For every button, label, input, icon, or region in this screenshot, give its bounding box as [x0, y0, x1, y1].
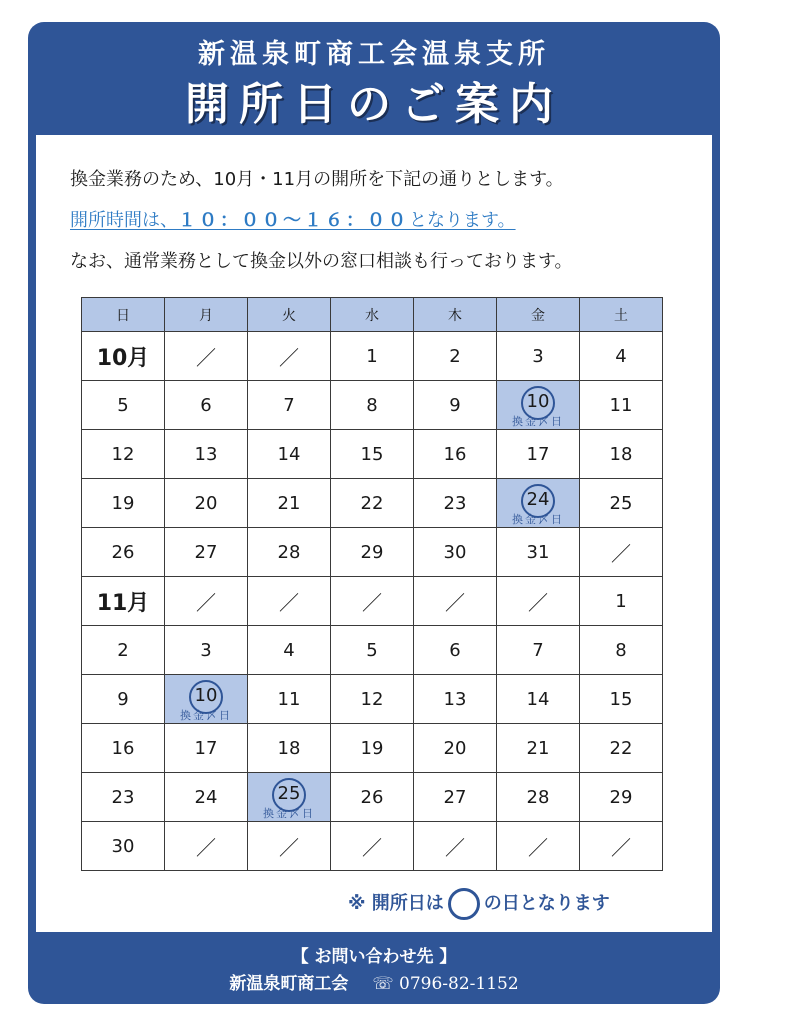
day-cell: 22	[580, 724, 663, 773]
empty-day-mark: ／	[165, 332, 248, 381]
weekday-header: 火	[248, 298, 331, 332]
empty-day-mark: ／	[331, 577, 414, 626]
day-cell: 14	[497, 675, 580, 724]
empty-day-mark: ／	[248, 822, 331, 871]
day-cell: 6	[165, 381, 248, 430]
day-cell: 19	[331, 724, 414, 773]
intro-line-hours	[70, 206, 516, 232]
weekday-header: 金	[497, 298, 580, 332]
calendar-week-row	[82, 626, 663, 675]
calendar-week-row	[82, 773, 663, 822]
hours-suffix: となります。	[409, 210, 516, 231]
empty-day-mark: ／	[248, 332, 331, 381]
day-cell: 8	[580, 626, 663, 675]
empty-day-mark: ／	[497, 822, 580, 871]
notice-frame	[28, 22, 720, 1004]
calendar-week-row	[82, 332, 663, 381]
day-cell: 27	[414, 773, 497, 822]
day-cell: 30	[82, 822, 165, 871]
day-cell: 20	[414, 724, 497, 773]
exchange-deadline-note: 換金〆日	[263, 807, 315, 820]
intro-line-3: なお、通常業務として換金以外の窓口相談も行っております。	[70, 251, 573, 272]
empty-day-mark: ／	[165, 822, 248, 871]
day-cell: 25	[580, 479, 663, 528]
day-number: 24	[526, 488, 550, 510]
circle-icon	[448, 888, 480, 920]
calendar-week-row	[82, 724, 663, 773]
day-cell: 26	[331, 773, 414, 822]
day-cell: 14	[248, 430, 331, 479]
day-cell: 15	[331, 430, 414, 479]
day-cell: 22	[331, 479, 414, 528]
calendar-week-row	[82, 528, 663, 577]
calendar-week-row	[82, 479, 663, 528]
weekday-header: 月	[165, 298, 248, 332]
empty-day-mark: ／	[414, 577, 497, 626]
day-cell: 7	[497, 626, 580, 675]
day-cell: 20	[165, 479, 248, 528]
contact-phone: ☏ 0796-82-1152	[372, 974, 519, 994]
month-label: 11月	[82, 577, 165, 626]
open-day-legend	[348, 888, 610, 920]
open-day-cell	[497, 381, 580, 430]
day-cell: 17	[165, 724, 248, 773]
day-cell: 31	[497, 528, 580, 577]
day-cell: 7	[248, 381, 331, 430]
day-cell: 24	[165, 773, 248, 822]
empty-day-mark: ／	[248, 577, 331, 626]
day-cell: 26	[82, 528, 165, 577]
day-cell: 15	[580, 675, 663, 724]
empty-day-mark: ／	[414, 822, 497, 871]
day-cell: 23	[82, 773, 165, 822]
day-cell: 12	[331, 675, 414, 724]
day-cell: 23	[414, 479, 497, 528]
intro-line-1: 換金業務のため、10月・11月の開所を下記の通りとします。	[70, 169, 564, 190]
open-day-cell	[497, 479, 580, 528]
day-cell: 18	[580, 430, 663, 479]
day-cell: 21	[497, 724, 580, 773]
contact-title: 【 お問い合わせ先 】	[291, 947, 457, 967]
day-cell: 5	[82, 381, 165, 430]
day-cell: 16	[414, 430, 497, 479]
calendar-table	[81, 297, 663, 871]
hours-value: １０：００～１６：００	[178, 210, 409, 231]
header-subtitle: 新温泉町商工会温泉支所	[198, 39, 550, 70]
day-cell: 4	[580, 332, 663, 381]
day-cell: 3	[165, 626, 248, 675]
weekday-header-row	[82, 298, 663, 332]
day-cell: 11	[580, 381, 663, 430]
content-panel	[36, 135, 712, 932]
day-cell: 8	[331, 381, 414, 430]
day-cell: 2	[414, 332, 497, 381]
day-cell: 12	[82, 430, 165, 479]
day-cell: 27	[165, 528, 248, 577]
day-cell: 6	[414, 626, 497, 675]
empty-day-mark: ／	[331, 822, 414, 871]
calendar-week-row	[82, 381, 663, 430]
open-day-cell	[248, 773, 331, 822]
day-cell: 2	[82, 626, 165, 675]
day-cell: 17	[497, 430, 580, 479]
day-cell: 4	[248, 626, 331, 675]
day-cell: 29	[580, 773, 663, 822]
day-cell: 21	[248, 479, 331, 528]
empty-day-mark: ／	[580, 822, 663, 871]
day-number: 25	[277, 782, 301, 804]
weekday-header: 木	[414, 298, 497, 332]
day-cell: 29	[331, 528, 414, 577]
day-cell: 30	[414, 528, 497, 577]
day-cell: 9	[82, 675, 165, 724]
calendar-week-row	[82, 822, 663, 871]
exchange-deadline-note: 換金〆日	[512, 415, 564, 428]
contact-org: 新温泉町商工会	[229, 974, 349, 994]
legend-prefix: ※ 開所日は	[348, 893, 444, 914]
calendar-week-row	[82, 675, 663, 724]
header-title: 開所日のご案内	[185, 79, 563, 130]
day-cell: 13	[165, 430, 248, 479]
empty-day-mark: ／	[497, 577, 580, 626]
calendar-body	[82, 332, 663, 871]
empty-day-mark: ／	[165, 577, 248, 626]
calendar-week-row	[82, 577, 663, 626]
contact-line	[28, 969, 720, 994]
day-number: 10	[526, 390, 550, 412]
weekday-header: 水	[331, 298, 414, 332]
month-label: 10月	[82, 332, 165, 381]
day-number: 10	[194, 684, 218, 706]
day-cell: 28	[248, 528, 331, 577]
day-cell: 18	[248, 724, 331, 773]
exchange-deadline-note: 換金〆日	[180, 709, 232, 722]
day-cell: 11	[248, 675, 331, 724]
legend-suffix: の日となります	[483, 893, 610, 914]
day-cell: 9	[414, 381, 497, 430]
day-cell: 3	[497, 332, 580, 381]
day-cell: 13	[414, 675, 497, 724]
day-cell: 1	[580, 577, 663, 626]
open-day-cell	[165, 675, 248, 724]
exchange-deadline-note: 換金〆日	[512, 513, 564, 526]
day-cell: 5	[331, 626, 414, 675]
day-cell: 16	[82, 724, 165, 773]
hours-prefix: 開所時間は、	[70, 210, 178, 231]
day-cell: 19	[82, 479, 165, 528]
weekday-header: 土	[580, 298, 663, 332]
calendar-week-row	[82, 430, 663, 479]
day-cell: 1	[331, 332, 414, 381]
day-cell: 28	[497, 773, 580, 822]
empty-day-mark: ／	[580, 528, 663, 577]
weekday-header: 日	[82, 298, 165, 332]
